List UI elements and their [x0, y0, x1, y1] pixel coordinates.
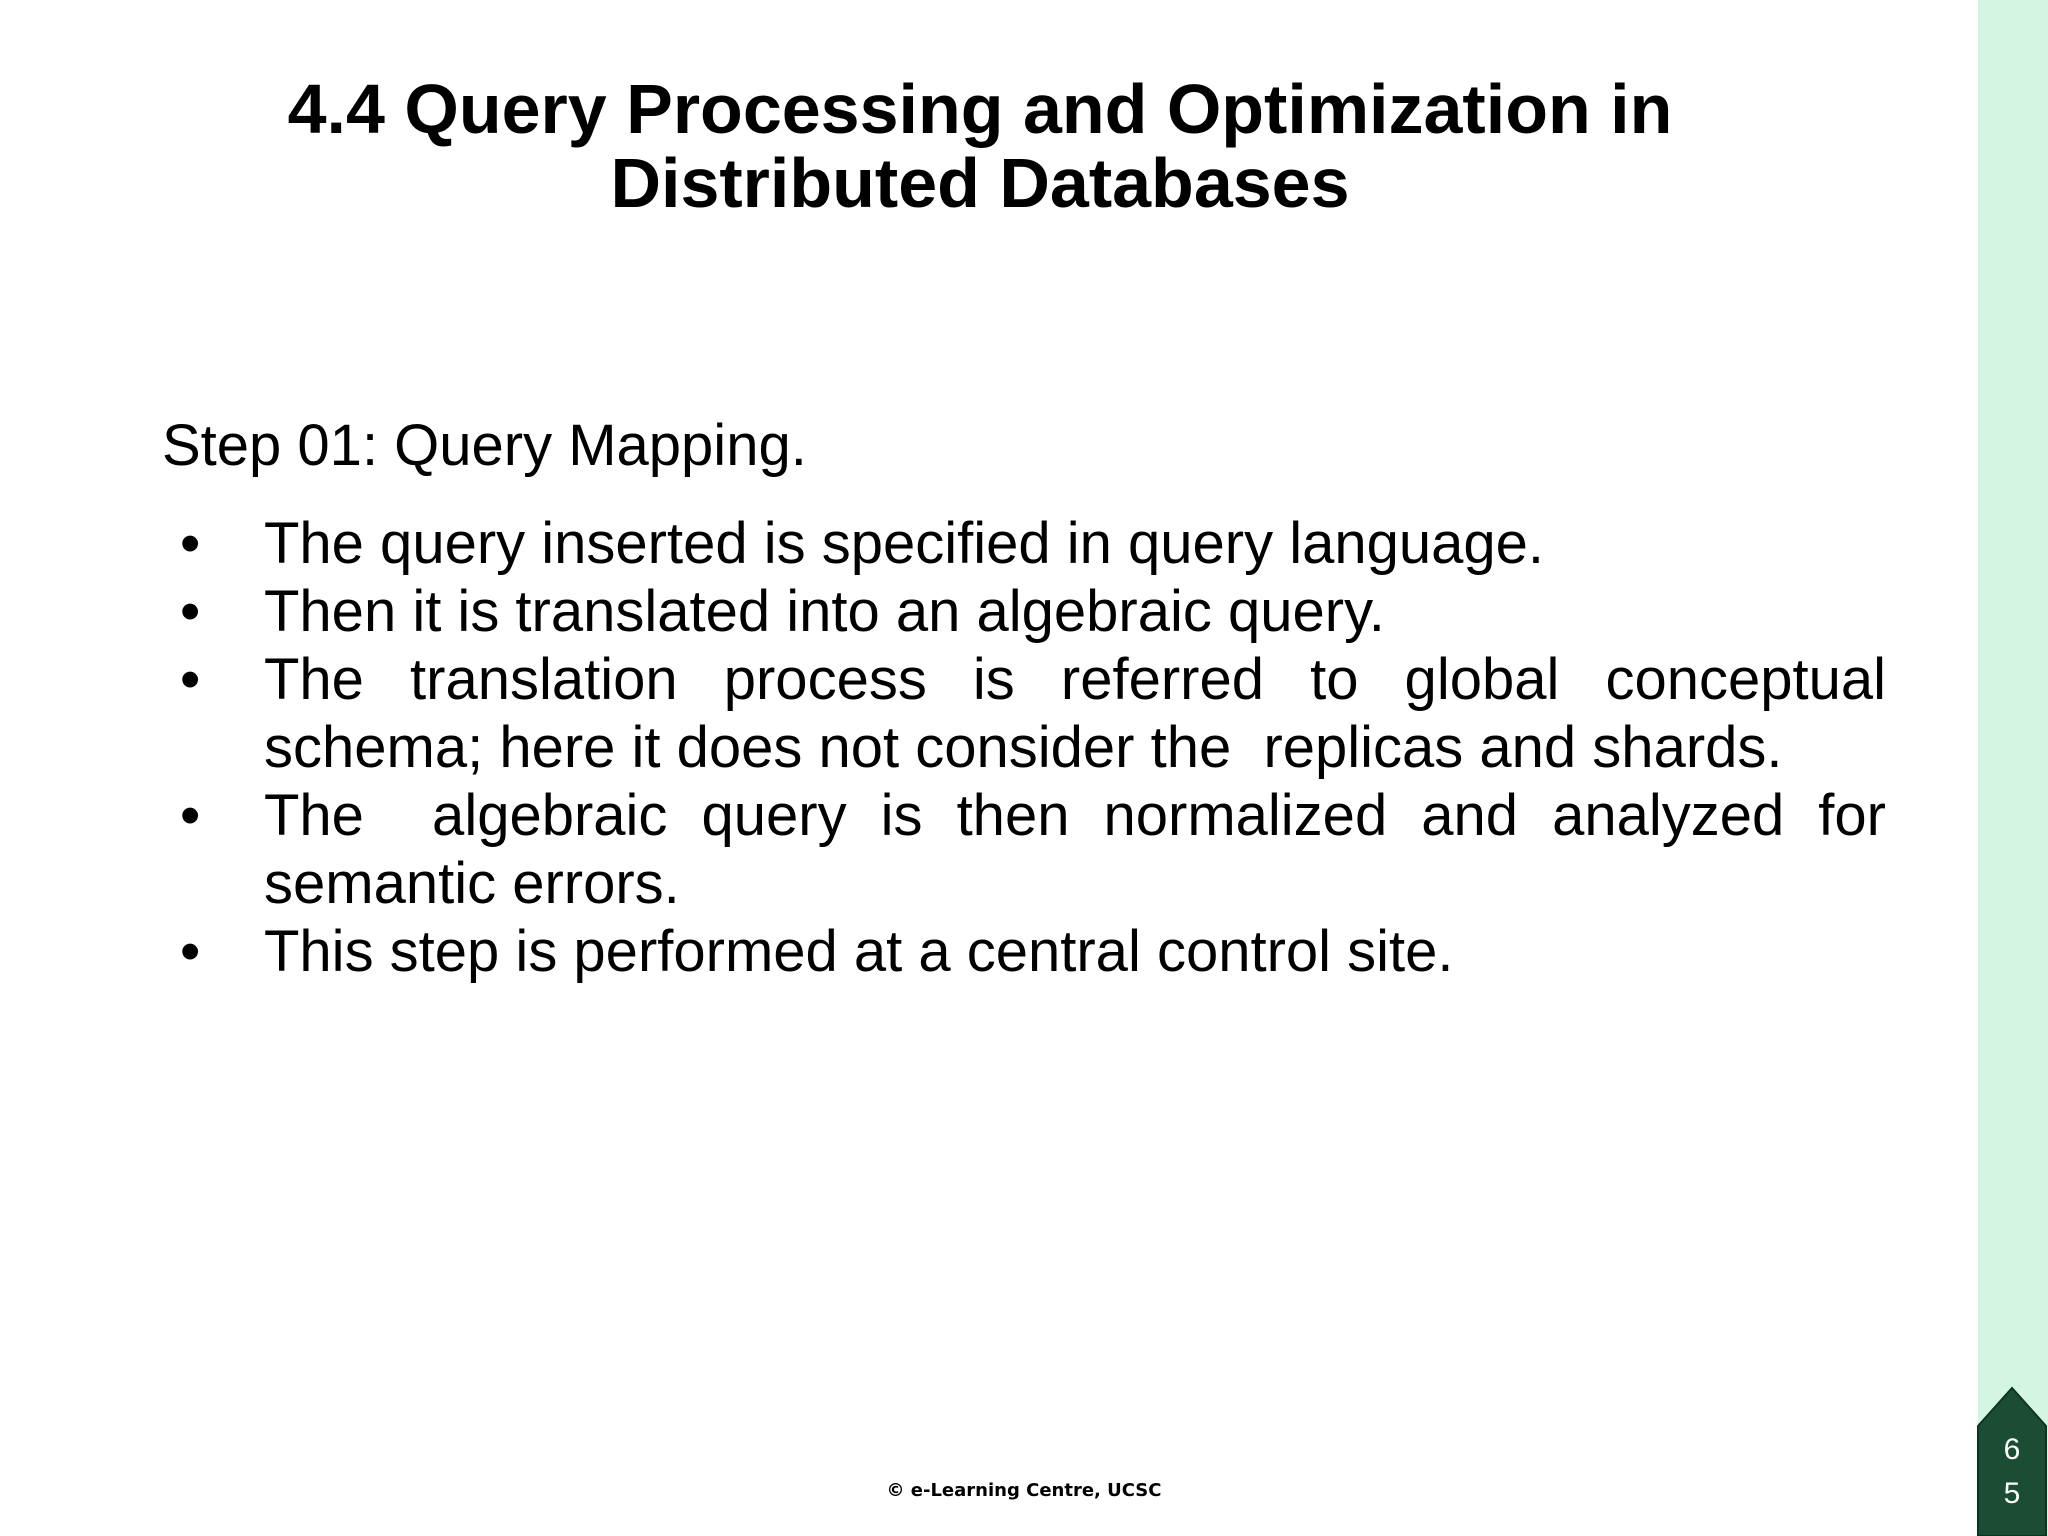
- page-number: [1976, 1428, 2048, 1516]
- bullet-text: This step is performed at a central control site.: [264, 919, 1454, 984]
- bullet-item: [172, 646, 1903, 782]
- bullet-text: The query inserted is specified in query language.: [264, 511, 1544, 576]
- step-heading: Step 01: Query Mapping.: [162, 413, 807, 478]
- page-number-digit-1: 6: [2003, 1433, 2021, 1466]
- bullet-marker: •: [180, 783, 201, 848]
- bullet-item: [172, 782, 1903, 918]
- side-accent-bar: [1978, 0, 2048, 1536]
- bullet-item: [172, 510, 1886, 578]
- copyright-footer: © e-Learning Centre, UCSC: [886, 1480, 1162, 1501]
- bullet-marker: •: [180, 647, 201, 712]
- page-number-badge: [1976, 1386, 2048, 1536]
- slide-title-line-1: 4.4 Query Processing and Optimization in: [287, 70, 1673, 148]
- bullet-marker: •: [180, 579, 201, 644]
- page-number-digit-2: 5: [2003, 1477, 2021, 1510]
- slide-title-line-2: Distributed Databases: [610, 144, 1350, 222]
- bullet-text: The algebraic query is then normalized and analyzed for semantic errors.: [264, 783, 1903, 916]
- bullet-marker: •: [180, 511, 201, 576]
- bullet-text: The translation process is referred to global conceptual schema; here it does not consider the replicas and shards.: [264, 647, 1903, 780]
- bullet-marker: •: [180, 919, 201, 984]
- bullet-text: Then it is translated into an algebraic query.: [264, 579, 1385, 644]
- bullet-item: [172, 918, 1886, 986]
- slide-title: [280, 72, 1680, 220]
- bullet-list: [172, 510, 1903, 986]
- bullet-item: [172, 578, 1886, 646]
